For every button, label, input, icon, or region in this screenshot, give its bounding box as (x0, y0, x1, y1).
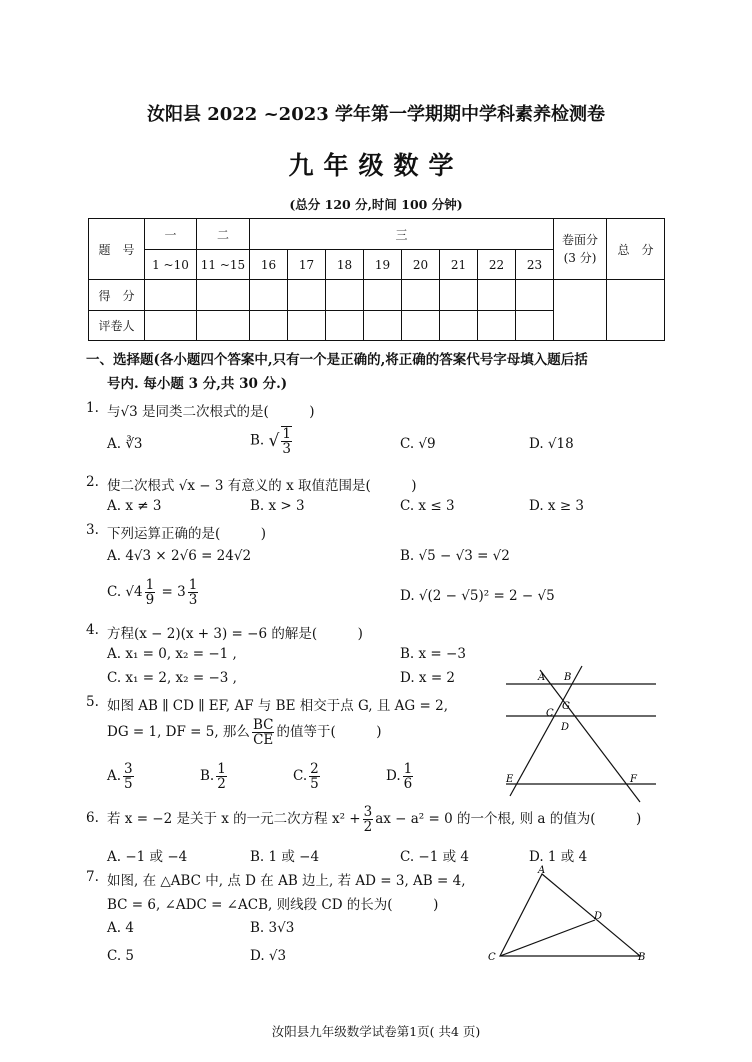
question-4-number: 4. (86, 622, 99, 638)
label-b: B (564, 672, 572, 683)
score-cell (478, 280, 516, 311)
question-6-option-b: B. 1 或 −4 (250, 849, 320, 865)
line-af (540, 670, 640, 802)
question-6-number: 6. (86, 810, 99, 826)
exam-header-title: 汝阳县 2022 ~2023 学年第一学期期中学科素养检测卷 (146, 104, 606, 125)
option-label: C. (293, 768, 308, 785)
fraction-bc-over-ce (252, 718, 275, 747)
fraction (188, 578, 199, 607)
question-5-stem-line1: 如图 AB ∥ CD ∥ EF, AF 与 BE 相交于点 G, 且 AG = 2, (107, 698, 448, 714)
row-label-grader: 评卷人 (89, 311, 145, 341)
question-4-stem: 方程(x − 2)(x + 3) = −6 的解是( ) (107, 626, 363, 642)
section-one-instructions-cont: 号内. 每小题 3 分,共 30 分.) (107, 376, 288, 392)
section-three-header: 三 (250, 219, 554, 250)
row-label-score: 得 分 (89, 280, 145, 311)
fraction (363, 805, 374, 834)
score-cell (364, 280, 402, 311)
fraction-numerator: 1 (403, 761, 413, 777)
fraction (145, 578, 156, 607)
triangle-abc (500, 874, 640, 956)
question-7-number: 7. (86, 869, 99, 885)
fraction-denominator: 3 (188, 592, 198, 609)
row-label-question-number: 题 号 (89, 219, 145, 280)
question-1-option-c: C. √9 (400, 436, 436, 452)
range-1-10: 1 ~10 (145, 250, 197, 280)
stem-text: DG = 1, DF = 5, 那么 (107, 724, 250, 741)
label-f: F (630, 774, 637, 785)
question-5-option-c (293, 762, 322, 791)
score-cell (326, 280, 364, 311)
label-c: C (488, 952, 496, 963)
neatness-points: (3 分) (563, 251, 597, 265)
score-cell (288, 280, 326, 311)
question-20-header: 20 (402, 250, 440, 280)
question-23-header: 23 (516, 250, 554, 280)
question-7-stem-line2: BC = 6, ∠ADC = ∠ACB, 则线段 CD 的长为( ) (107, 897, 439, 913)
question-5-stem-line2 (107, 718, 382, 747)
neatness-score-cell (554, 280, 607, 341)
fraction (403, 762, 414, 791)
question-7-option-b: B. 3√3 (250, 920, 295, 936)
grader-cell (402, 311, 440, 341)
question-1-number: 1. (86, 400, 99, 416)
stem-text: ax − a² = 0 的一个根, 则 a 的值为( ) (375, 811, 642, 828)
fraction (281, 426, 292, 456)
option-c-equals: = 3 (161, 584, 186, 601)
page-footer: 汝阳县九年级数学试卷第1页( 共4 页) (271, 1024, 481, 1039)
question-5-number: 5. (86, 694, 99, 710)
question-4-option-b: B. x = −3 (400, 646, 466, 662)
fraction-denominator: 9 (145, 592, 155, 609)
fraction-numerator: 1 (217, 761, 226, 777)
fraction (123, 762, 134, 791)
fraction-denominator: 2 (363, 819, 373, 836)
question-6-option-a: A. −1 或 −4 (107, 849, 188, 865)
question-6-option-d: D. 1 或 4 (529, 849, 588, 865)
question-2-option-a: A. x ≠ 3 (107, 498, 162, 514)
question-2-number: 2. (86, 474, 99, 490)
question-4-option-d: D. x = 2 (400, 670, 456, 686)
question-3-number: 3. (86, 522, 99, 538)
stem-text: 的值等于( ) (276, 724, 382, 741)
question-3-stem: 下列运算正确的是( ) (107, 526, 267, 542)
score-cell (145, 280, 197, 311)
question-2-option-b: B. x > 3 (250, 498, 305, 514)
question-3-option-c (107, 578, 200, 607)
option-label: A. (107, 768, 122, 785)
question-7-figure (486, 862, 658, 970)
fraction-denominator: 5 (310, 776, 319, 793)
label-g: G (562, 701, 570, 712)
option-label: D. (386, 768, 401, 785)
grader-cell (197, 311, 250, 341)
question-6-option-c: C. −1 或 4 (400, 849, 470, 865)
fraction (216, 762, 227, 791)
question-7-option-a: A. 4 (107, 920, 134, 936)
grader-cell (364, 311, 402, 341)
label-e: E (506, 774, 514, 785)
section-one-instructions: 一、选择题(各小题四个答案中,只有一个是正确的,将正确的答案代号字母填入题后括 (86, 352, 588, 368)
score-cell (516, 280, 554, 311)
label-d: D (561, 722, 570, 733)
grader-cell (440, 311, 478, 341)
question-2-option-d: D. x ≥ 3 (529, 498, 585, 514)
fraction-numerator: 1 (145, 577, 155, 593)
stem-text: 若 x = −2 是关于 x 的一元二次方程 x² + (107, 811, 361, 828)
question-3-option-a: A. 4√3 × 2√6 = 24√2 (107, 548, 252, 564)
fraction-numerator: BC (252, 717, 274, 733)
total-score-header: 总 分 (607, 219, 665, 280)
question-5-option-d (386, 762, 415, 791)
question-1-option-d: D. √18 (529, 436, 574, 452)
fraction-denominator: 6 (403, 776, 413, 793)
question-4-option-a: A. x₁ = 0, x₂ = −1 , (107, 646, 237, 662)
score-table (88, 218, 665, 341)
label-c: C (546, 708, 554, 719)
question-1-option-b (250, 426, 294, 456)
option-c-prefix: C. √4 (107, 584, 143, 601)
score-cell (250, 280, 288, 311)
grader-cell (250, 311, 288, 341)
neatness-score-header (554, 219, 607, 280)
label-a: A (538, 672, 546, 683)
label-d: D (594, 911, 603, 922)
line-be (510, 666, 582, 796)
option-label: B. (200, 768, 215, 785)
option-label: B. (250, 432, 265, 449)
question-7-option-d: D. √3 (250, 948, 287, 964)
neatness-label: 卷面分 (562, 233, 599, 247)
score-cell (197, 280, 250, 311)
grader-cell (326, 311, 364, 341)
fraction-numerator: 3 (363, 804, 373, 820)
question-1-stem: 与√3 是同类二次根式的是( ) (107, 404, 315, 420)
grader-cell (145, 311, 197, 341)
question-3-option-d: D. √(2 − √5)² = 2 − √5 (400, 588, 555, 604)
section-two-header: 二 (197, 219, 250, 250)
question-18-header: 18 (326, 250, 364, 280)
subject-title: 九年级数学 (288, 151, 464, 180)
question-19-header: 19 (364, 250, 402, 280)
question-4-option-c: C. x₁ = 2, x₂ = −3 , (107, 670, 237, 686)
grader-cell (478, 311, 516, 341)
question-5-option-b (200, 762, 229, 791)
question-6-stem (107, 805, 641, 834)
question-1-option-a: A. ∛3 (107, 436, 143, 452)
question-16-header: 16 (250, 250, 288, 280)
fraction-numerator: 3 (124, 761, 133, 777)
question-17-header: 17 (288, 250, 326, 280)
question-7-option-c: C. 5 (107, 948, 135, 964)
section-one-header: 一 (145, 219, 197, 250)
grader-cell (516, 311, 554, 341)
question-2-option-c: C. x ≤ 3 (400, 498, 455, 514)
fraction-denominator: 5 (124, 776, 133, 793)
question-5-figure (500, 664, 660, 804)
score-cell (440, 280, 478, 311)
score-cell (402, 280, 440, 311)
range-11-15: 11 ~15 (197, 250, 250, 280)
question-3-option-b: B. √5 − √3 = √2 (400, 548, 510, 564)
fraction-numerator: 1 (282, 426, 291, 442)
question-2-stem: 使二次根式 √x − 3 有意义的 x 取值范围是( ) (107, 478, 417, 494)
sqrt-sign: √ (268, 431, 280, 452)
fraction-numerator: 2 (310, 761, 319, 777)
fraction-denominator: 2 (217, 776, 226, 793)
fraction-denominator: CE (253, 732, 274, 749)
fraction-numerator: 1 (188, 577, 198, 593)
label-a: A (538, 865, 546, 876)
fraction-denominator: 3 (282, 441, 291, 458)
score-time-info: (总分 120 分,时间 100 分钟) (289, 197, 463, 212)
question-22-header: 22 (478, 250, 516, 280)
segment-cd (500, 920, 595, 956)
total-score-cell (607, 280, 665, 341)
label-b: B (638, 952, 646, 963)
question-21-header: 21 (440, 250, 478, 280)
question-7-stem-line1: 如图, 在 △ABC 中, 点 D 在 AB 边上, 若 AD = 3, AB = 4, (107, 873, 466, 889)
fraction (309, 762, 320, 791)
question-5-option-a (107, 762, 136, 791)
grader-cell (288, 311, 326, 341)
